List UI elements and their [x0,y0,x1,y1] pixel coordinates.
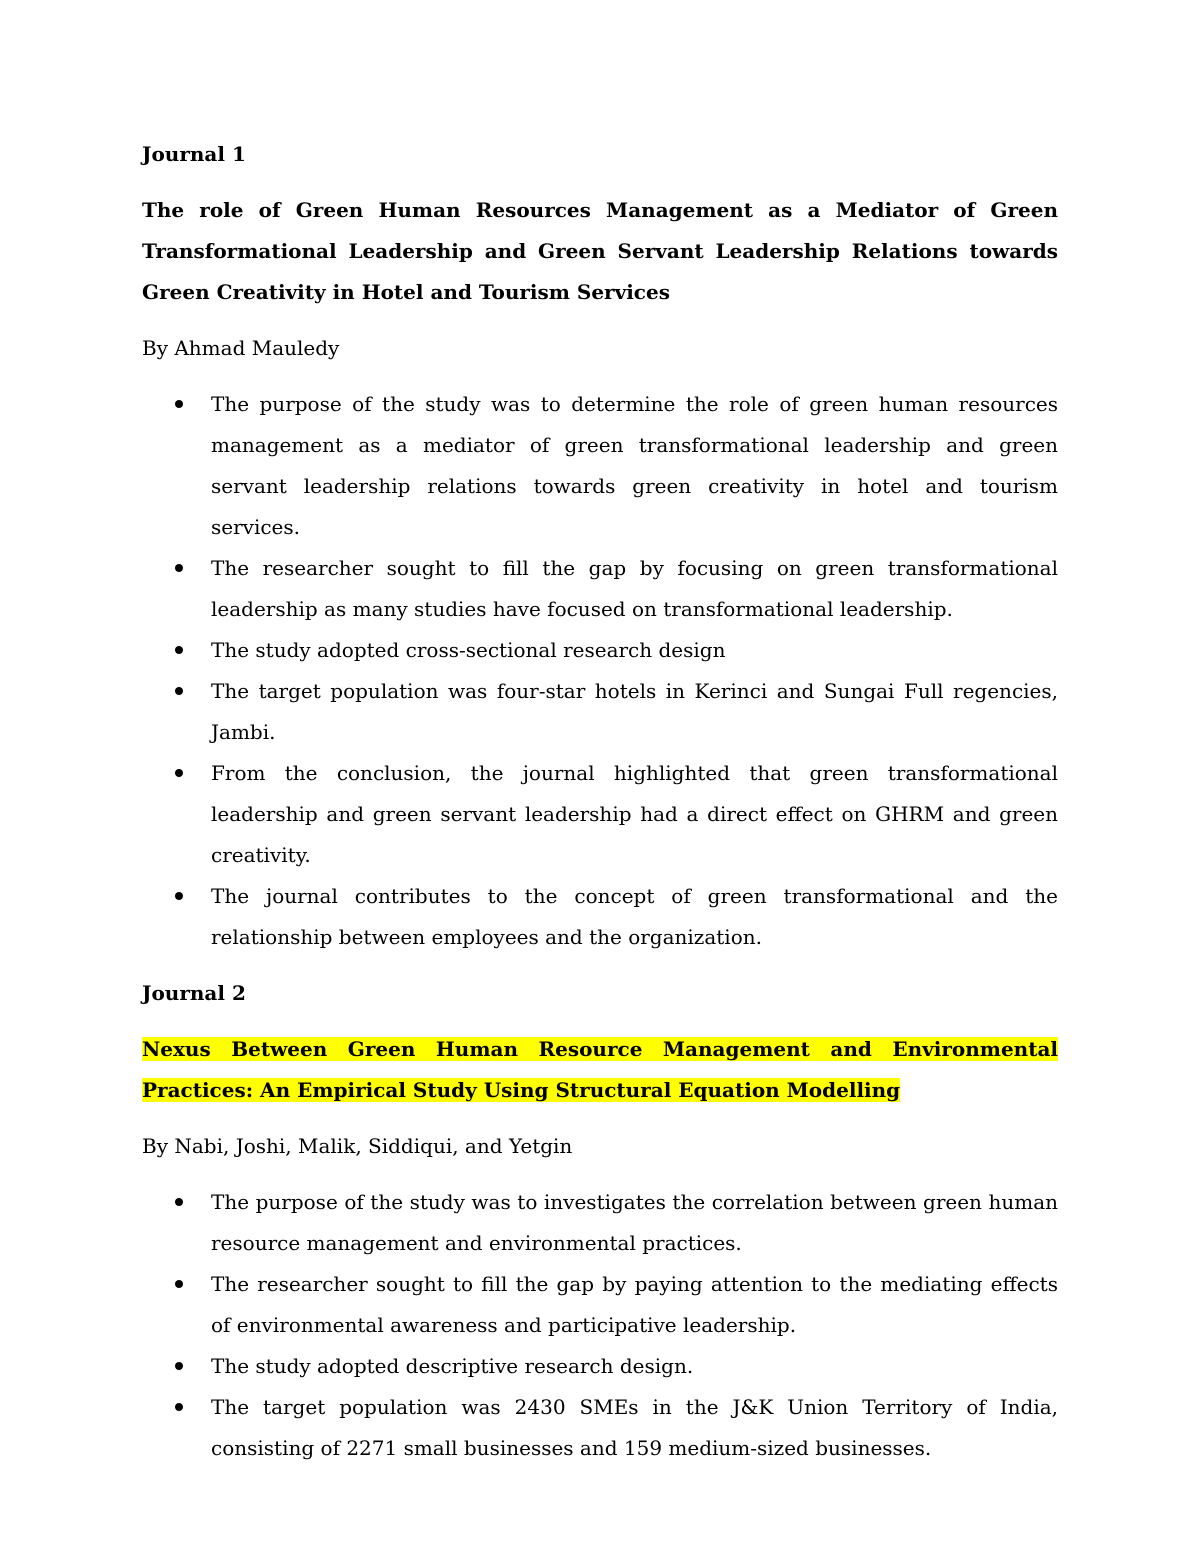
journal-1-section [142,134,1058,958]
bullet-icon [175,687,183,695]
highlighted-title-text: Nexus Between Green Human Resource Management and Environmental Practices: An Empirical Study Using Structural Equation Modelling [142,1037,1058,1102]
list-item: The target population was four-star hotels in Kerinci and Sungai Full regencies, Jambi. [142,671,1058,753]
bullet-icon [175,892,183,900]
journal-1-bullet-list [142,384,1058,958]
bullet-icon [175,400,183,408]
list-item: From the conclusion, the journal highlighted that green transformational leadership and green servant leadership had a direct effect on GHRM and green creativity. [142,753,1058,876]
bullet-icon [175,646,183,654]
list-item: The target population was 2430 SMEs in the J&K Union Territory of India, consisting of 2271 small businesses and 159 medium-sized businesses. [142,1387,1058,1469]
journal-1-title: The role of Green Human Resources Management as a Mediator of Green Transformational Leadership and Green Servant Leadership Relations towards Green Creativity in Hotel and Tourism Services [142,198,1058,304]
list-item: The journal contributes to the concept of green transformational and the relationship between employees and the organization. [142,876,1058,958]
list-item: The purpose of the study was to determine the role of green human resources management as a mediator of green transformational leadership and green servant leadership relations towards green creativity in hotel and tourism services. [142,384,1058,548]
document-page [142,134,1058,1469]
journal-2-heading: Journal 2 [142,981,246,1005]
journal-2-bullet-list [142,1182,1058,1469]
bullet-icon [175,769,183,777]
journal-2-section [142,973,1058,1469]
journal-2-author: By Nabi, Joshi, Malik, Siddiqui, and Yetgin [142,1134,573,1158]
journal-2-title [142,1029,1058,1111]
list-item: The purpose of the study was to investigates the correlation between green human resource management and environmental practices. [142,1182,1058,1264]
journal-1-heading: Journal 1 [142,142,246,166]
bullet-icon [175,1280,183,1288]
list-item: The study adopted descriptive research design. [142,1346,1058,1387]
bullet-icon [175,1403,183,1411]
journal-1-author: By Ahmad Mauledy [142,336,340,360]
bullet-icon [175,1362,183,1370]
bullet-icon [175,1198,183,1206]
list-item: The researcher sought to fill the gap by focusing on green transformational leadership as many studies have focused on transformational leadership. [142,548,1058,630]
bullet-icon [175,564,183,572]
list-item: The study adopted cross-sectional research design [142,630,1058,671]
list-item: The researcher sought to fill the gap by paying attention to the mediating effects of environmental awareness and participative leadership. [142,1264,1058,1346]
